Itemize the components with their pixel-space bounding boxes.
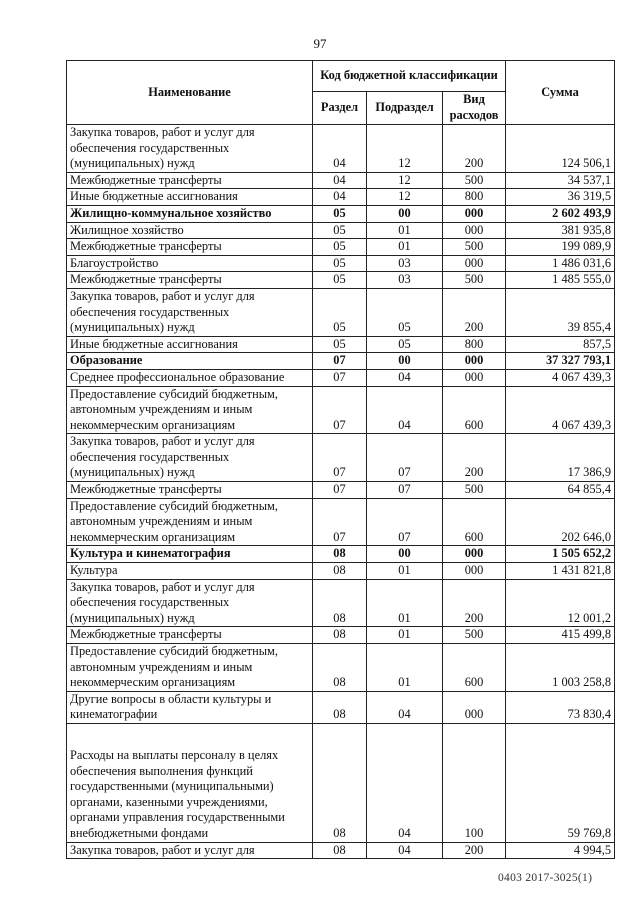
table-row: [67, 691, 615, 723]
row-subsection: 05: [367, 288, 443, 336]
row-expense-type: 800: [443, 336, 506, 353]
row-amount: 73 830,4: [506, 691, 615, 723]
row-name: Расходы на выплаты персоналу в целях обеспечения выполнения функций государственными (муниципальными) органами, казенными учреждениями, органами управления государственными внебюджетными фондами: [67, 723, 313, 842]
header-name: Наименование: [67, 61, 313, 125]
row-expense-type: 000: [443, 546, 506, 563]
row-subsection: 07: [367, 482, 443, 499]
row-subsection: 12: [367, 125, 443, 173]
header-subsection: Подраздел: [367, 92, 443, 125]
row-section: 05: [313, 205, 367, 222]
row-amount: 381 935,8: [506, 222, 615, 239]
row-amount: 37 327 793,1: [506, 353, 615, 370]
row-subsection: 05: [367, 336, 443, 353]
row-expense-type: 000: [443, 222, 506, 239]
table-row: [67, 386, 615, 434]
row-subsection: 04: [367, 369, 443, 386]
row-subsection: 04: [367, 691, 443, 723]
row-expense-type: 000: [443, 563, 506, 580]
row-amount: 1 486 031,6: [506, 255, 615, 272]
budget-table: [66, 60, 615, 859]
row-subsection: 01: [367, 627, 443, 644]
table-row: [67, 239, 615, 256]
row-amount: 12 001,2: [506, 579, 615, 627]
row-section: 04: [313, 172, 367, 189]
row-section: 08: [313, 644, 367, 692]
row-subsection: 00: [367, 205, 443, 222]
row-section: 04: [313, 189, 367, 206]
row-subsection: 03: [367, 255, 443, 272]
row-name: Жилищное хозяйство: [67, 222, 313, 239]
table-row: [67, 272, 615, 289]
row-subsection: 00: [367, 546, 443, 563]
row-name: Закупка товаров, работ и услуг для: [67, 842, 313, 859]
row-section: 05: [313, 336, 367, 353]
table-row: [67, 723, 615, 842]
row-subsection: 12: [367, 189, 443, 206]
page-number: 97: [313, 36, 327, 51]
row-name: Межбюджетные трансферты: [67, 172, 313, 189]
table-row: [67, 288, 615, 336]
row-name: Образование: [67, 353, 313, 370]
row-name: Закупка товаров, работ и услуг для обеспечения государственных (муниципальных) нужд: [67, 434, 313, 482]
row-expense-type: 200: [443, 842, 506, 859]
row-expense-type: 200: [443, 579, 506, 627]
row-name: Предоставление субсидий бюджетным, автономным учреждениям и иным некоммерческим организациям: [67, 644, 313, 692]
row-name: Предоставление субсидий бюджетным, автономным учреждениям и иным некоммерческим организациям: [67, 498, 313, 546]
row-amount: 4 067 439,3: [506, 386, 615, 434]
table-row: [67, 336, 615, 353]
row-subsection: 12: [367, 172, 443, 189]
table-header: [67, 61, 615, 125]
table-row: [67, 842, 615, 859]
row-name: Межбюджетные трансферты: [67, 239, 313, 256]
row-name: Межбюджетные трансферты: [67, 482, 313, 499]
table-row: [67, 189, 615, 206]
row-name: Среднее профессиональное образование: [67, 369, 313, 386]
row-name: Другие вопросы в области культуры и кинематографии: [67, 691, 313, 723]
row-name: Благоустройство: [67, 255, 313, 272]
row-expense-type: 200: [443, 125, 506, 173]
row-expense-type: 000: [443, 255, 506, 272]
header-expense-type: Вид расходов: [443, 92, 506, 125]
row-subsection: 01: [367, 239, 443, 256]
row-amount: 59 769,8: [506, 723, 615, 842]
row-subsection: 01: [367, 579, 443, 627]
row-amount: 124 506,1: [506, 125, 615, 173]
row-section: 05: [313, 288, 367, 336]
table-row: [67, 205, 615, 222]
header-code-group: Код бюджетной классификации: [313, 61, 506, 92]
row-expense-type: 600: [443, 644, 506, 692]
row-expense-type: 100: [443, 723, 506, 842]
document-code: 0403 2017-3025(1): [498, 872, 593, 884]
row-section: 07: [313, 353, 367, 370]
row-name: Иные бюджетные ассигнования: [67, 336, 313, 353]
row-section: 07: [313, 386, 367, 434]
row-amount: 1 003 258,8: [506, 644, 615, 692]
row-expense-type: 000: [443, 205, 506, 222]
row-section: 08: [313, 579, 367, 627]
table-row: [67, 255, 615, 272]
table-row: [67, 627, 615, 644]
row-amount: 202 646,0: [506, 498, 615, 546]
row-name: Межбюджетные трансферты: [67, 627, 313, 644]
row-amount: 1 431 821,8: [506, 563, 615, 580]
row-section: 04: [313, 125, 367, 173]
row-expense-type: 600: [443, 386, 506, 434]
row-expense-type: 500: [443, 627, 506, 644]
row-expense-type: 500: [443, 272, 506, 289]
row-amount: 39 855,4: [506, 288, 615, 336]
row-name: Закупка товаров, работ и услуг для обеспечения государственных (муниципальных) нужд: [67, 579, 313, 627]
row-amount: 34 537,1: [506, 172, 615, 189]
table-row: [67, 172, 615, 189]
row-name: Закупка товаров, работ и услуг для обеспечения государственных (муниципальных) нужд: [67, 288, 313, 336]
table-row: [67, 369, 615, 386]
row-expense-type: 500: [443, 482, 506, 499]
row-expense-type: 000: [443, 369, 506, 386]
row-section: 07: [313, 482, 367, 499]
row-section: 05: [313, 222, 367, 239]
row-subsection: 03: [367, 272, 443, 289]
table-row: [67, 353, 615, 370]
row-amount: 1 485 555,0: [506, 272, 615, 289]
header-amount: Сумма: [506, 61, 615, 125]
header-section: Раздел: [313, 92, 367, 125]
row-amount: 64 855,4: [506, 482, 615, 499]
row-section: 07: [313, 498, 367, 546]
table-row: [67, 579, 615, 627]
table-row: [67, 644, 615, 692]
row-section: 08: [313, 563, 367, 580]
row-section: 05: [313, 255, 367, 272]
row-section: 05: [313, 239, 367, 256]
row-subsection: 07: [367, 434, 443, 482]
row-amount: 2 602 493,9: [506, 205, 615, 222]
table-row: [67, 222, 615, 239]
row-amount: 199 089,9: [506, 239, 615, 256]
row-subsection: 00: [367, 353, 443, 370]
row-amount: 415 499,8: [506, 627, 615, 644]
row-subsection: 01: [367, 222, 443, 239]
row-section: 08: [313, 691, 367, 723]
row-name: Закупка товаров, работ и услуг для обеспечения государственных (муниципальных) нужд: [67, 125, 313, 173]
table-row: [67, 125, 615, 173]
row-expense-type: 200: [443, 434, 506, 482]
row-name: Жилищно-коммунальное хозяйство: [67, 205, 313, 222]
row-expense-type: 500: [443, 239, 506, 256]
row-amount: 17 386,9: [506, 434, 615, 482]
row-subsection: 01: [367, 644, 443, 692]
row-subsection: 04: [367, 723, 443, 842]
row-name: Культура: [67, 563, 313, 580]
row-subsection: 01: [367, 563, 443, 580]
table-row: [67, 563, 615, 580]
table-row: [67, 498, 615, 546]
row-amount: 857,5: [506, 336, 615, 353]
row-section: 08: [313, 546, 367, 563]
row-name: Культура и кинематография: [67, 546, 313, 563]
row-section: 08: [313, 627, 367, 644]
row-amount: 4 067 439,3: [506, 369, 615, 386]
table-row: [67, 546, 615, 563]
row-expense-type: 000: [443, 691, 506, 723]
row-name: Межбюджетные трансферты: [67, 272, 313, 289]
row-name: Предоставление субсидий бюджетным, автономным учреждениям и иным некоммерческим организациям: [67, 386, 313, 434]
row-subsection: 04: [367, 842, 443, 859]
row-expense-type: 500: [443, 172, 506, 189]
row-section: 05: [313, 272, 367, 289]
row-expense-type: 000: [443, 353, 506, 370]
row-expense-type: 600: [443, 498, 506, 546]
row-section: 07: [313, 369, 367, 386]
table-row: [67, 482, 615, 499]
row-section: 08: [313, 723, 367, 842]
row-expense-type: 200: [443, 288, 506, 336]
row-section: 07: [313, 434, 367, 482]
row-section: 08: [313, 842, 367, 859]
row-amount: 36 319,5: [506, 189, 615, 206]
table-row: [67, 434, 615, 482]
table-body: [67, 125, 615, 859]
row-subsection: 04: [367, 386, 443, 434]
row-expense-type: 800: [443, 189, 506, 206]
row-amount: 4 994,5: [506, 842, 615, 859]
row-subsection: 07: [367, 498, 443, 546]
row-amount: 1 505 652,2: [506, 546, 615, 563]
row-name: Иные бюджетные ассигнования: [67, 189, 313, 206]
